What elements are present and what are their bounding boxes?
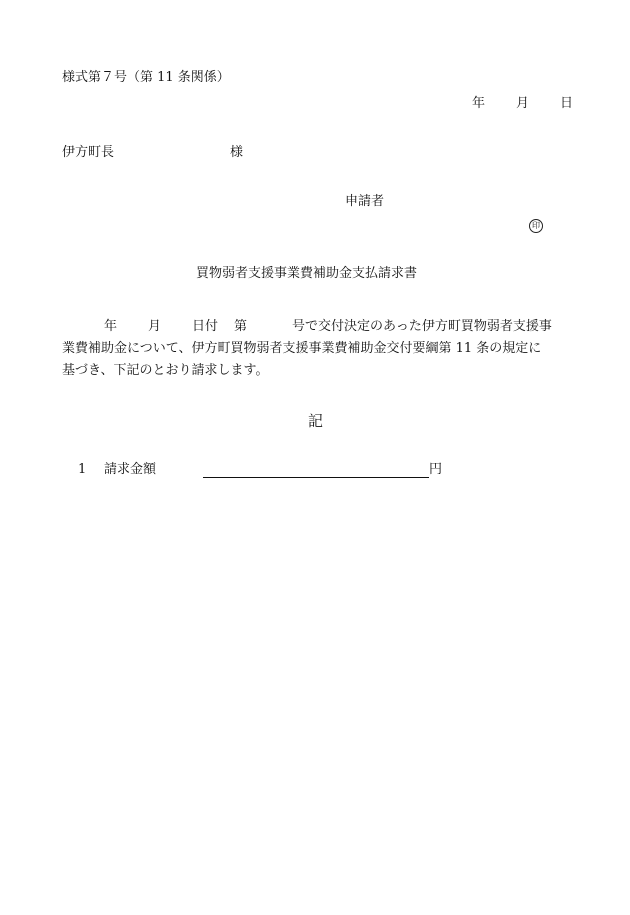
form-number: 様式第７号（第 11 条関係） [62,70,230,85]
addressee-honorific: 様 [230,145,244,160]
body-line-1-rest: 号で交付決定のあった伊方町買物弱者支援事 [292,319,552,334]
date-month-label: 月 [516,96,530,111]
claim-amount-label: 請求金額 [104,462,157,477]
addressee-mayor: 伊方町長 [62,145,115,160]
addressee-line [62,145,243,161]
date-year-label: 年 [472,96,486,111]
body-day-label: 日付 [192,319,219,334]
body-number-prefix: 第 [234,319,248,334]
date-day-label: 日 [560,96,574,111]
body-year-label: 年 [104,319,118,334]
body-paragraph [62,316,582,382]
applicant-label: 申請者 [345,194,385,209]
item-number: 1 [78,462,87,477]
body-line-1 [62,316,582,338]
date-line [472,96,573,112]
ki-heading: 記 [308,412,324,430]
body-month-label: 月 [148,319,162,334]
document-title: 買物弱者支援事業費補助金支払請求書 [196,266,418,281]
claim-amount-field[interactable] [203,462,429,478]
body-line-2: 業費補助金について、伊方町買物弱者支援事業費補助金交付要綱第 11 条の規定に [62,341,542,356]
claim-amount-unit: 円 [429,462,443,477]
claim-amount-row [78,462,442,478]
seal-mark-icon: 印 [529,219,543,233]
body-line-3: 基づき、下記のとおり請求します。 [62,363,269,378]
